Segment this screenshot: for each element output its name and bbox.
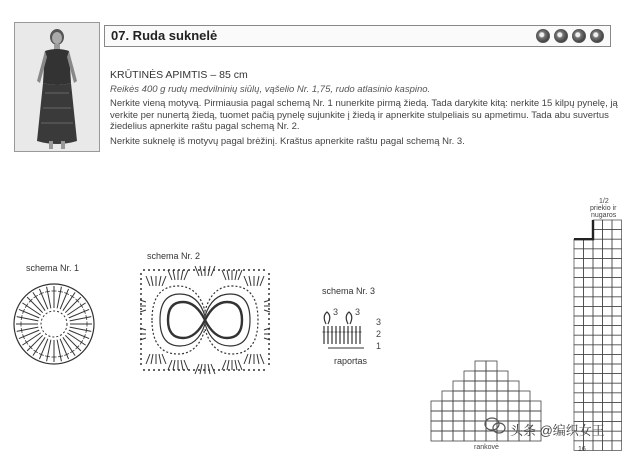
difficulty-dot-icon (572, 29, 586, 43)
row-number-2: 2 (376, 329, 382, 339)
materials-text: Reikės 400 g rudų medvilninių siūlų, vąšelio Nr. 1,75, rudo atlasinio kaspino. (110, 83, 431, 95)
model-photo (14, 22, 100, 152)
raportas-label: raportas (334, 356, 368, 366)
row-number-3: 3 (376, 317, 382, 327)
difficulty-dot-icon (554, 29, 568, 43)
picot-loop-icon (324, 312, 330, 324)
model-figure-illustration (15, 23, 99, 151)
row-number-1: 1 (376, 341, 382, 351)
schema-2-diagram (138, 266, 272, 374)
front-back-grid-diagram (572, 218, 626, 450)
schema-3-diagram (318, 306, 378, 358)
schema-3-label: schema Nr. 3 (322, 286, 376, 296)
difficulty-dot-icon (536, 29, 550, 43)
instructions (110, 70, 620, 150)
watermark-text: 头条 @编织女王 (510, 423, 605, 438)
grid-bottom-number: 16 (578, 446, 586, 453)
schema-1-diagram (12, 282, 96, 366)
instructions-paragraph-2: Nerkite suknelę iš motyvų pagal brėžinį. Kraštus apnerkite raštu pagal schemą Nr. 3. (110, 135, 465, 147)
loop-mark-1: 3 (333, 307, 339, 317)
sleeve-label: rankovė (474, 444, 499, 451)
instructions-paragraph-1: Nerkite vieną motyvą. Pirmiausia pagal schemą Nr. 1 nunerkite pirmą žiedą. Tada darykite kitą: nerkite 15 kilpų pynelę, ją verkite per nunertą žiedą, tuomet pačią pynelę sujunkite į žiedą ir apnerkite stulpeliais su apmetimu. Tada abu suvertus žiedelius apnerkite raštu pagal schemą Nr. 2. (110, 98, 618, 132)
chat-bubble-icon (484, 417, 506, 435)
picot-loop-icon (346, 312, 352, 324)
bust-size-heading: KRŪTINĖS APIMTIS – 85 cm (110, 69, 248, 81)
title-bar (104, 25, 611, 47)
difficulty-rating (536, 29, 604, 43)
half-label-line-1: 1/2 (599, 198, 609, 205)
pattern-title: 07. Ruda suknelė (111, 28, 218, 43)
loop-mark-2: 3 (355, 307, 361, 317)
half-label-line-3: nugaros (591, 212, 617, 219)
difficulty-dot-icon (590, 29, 604, 43)
schema-2-label: schema Nr. 2 (147, 251, 201, 261)
half-label-line-2: priekio ir (590, 205, 617, 212)
schema-1-label: schema Nr. 1 (26, 263, 80, 273)
